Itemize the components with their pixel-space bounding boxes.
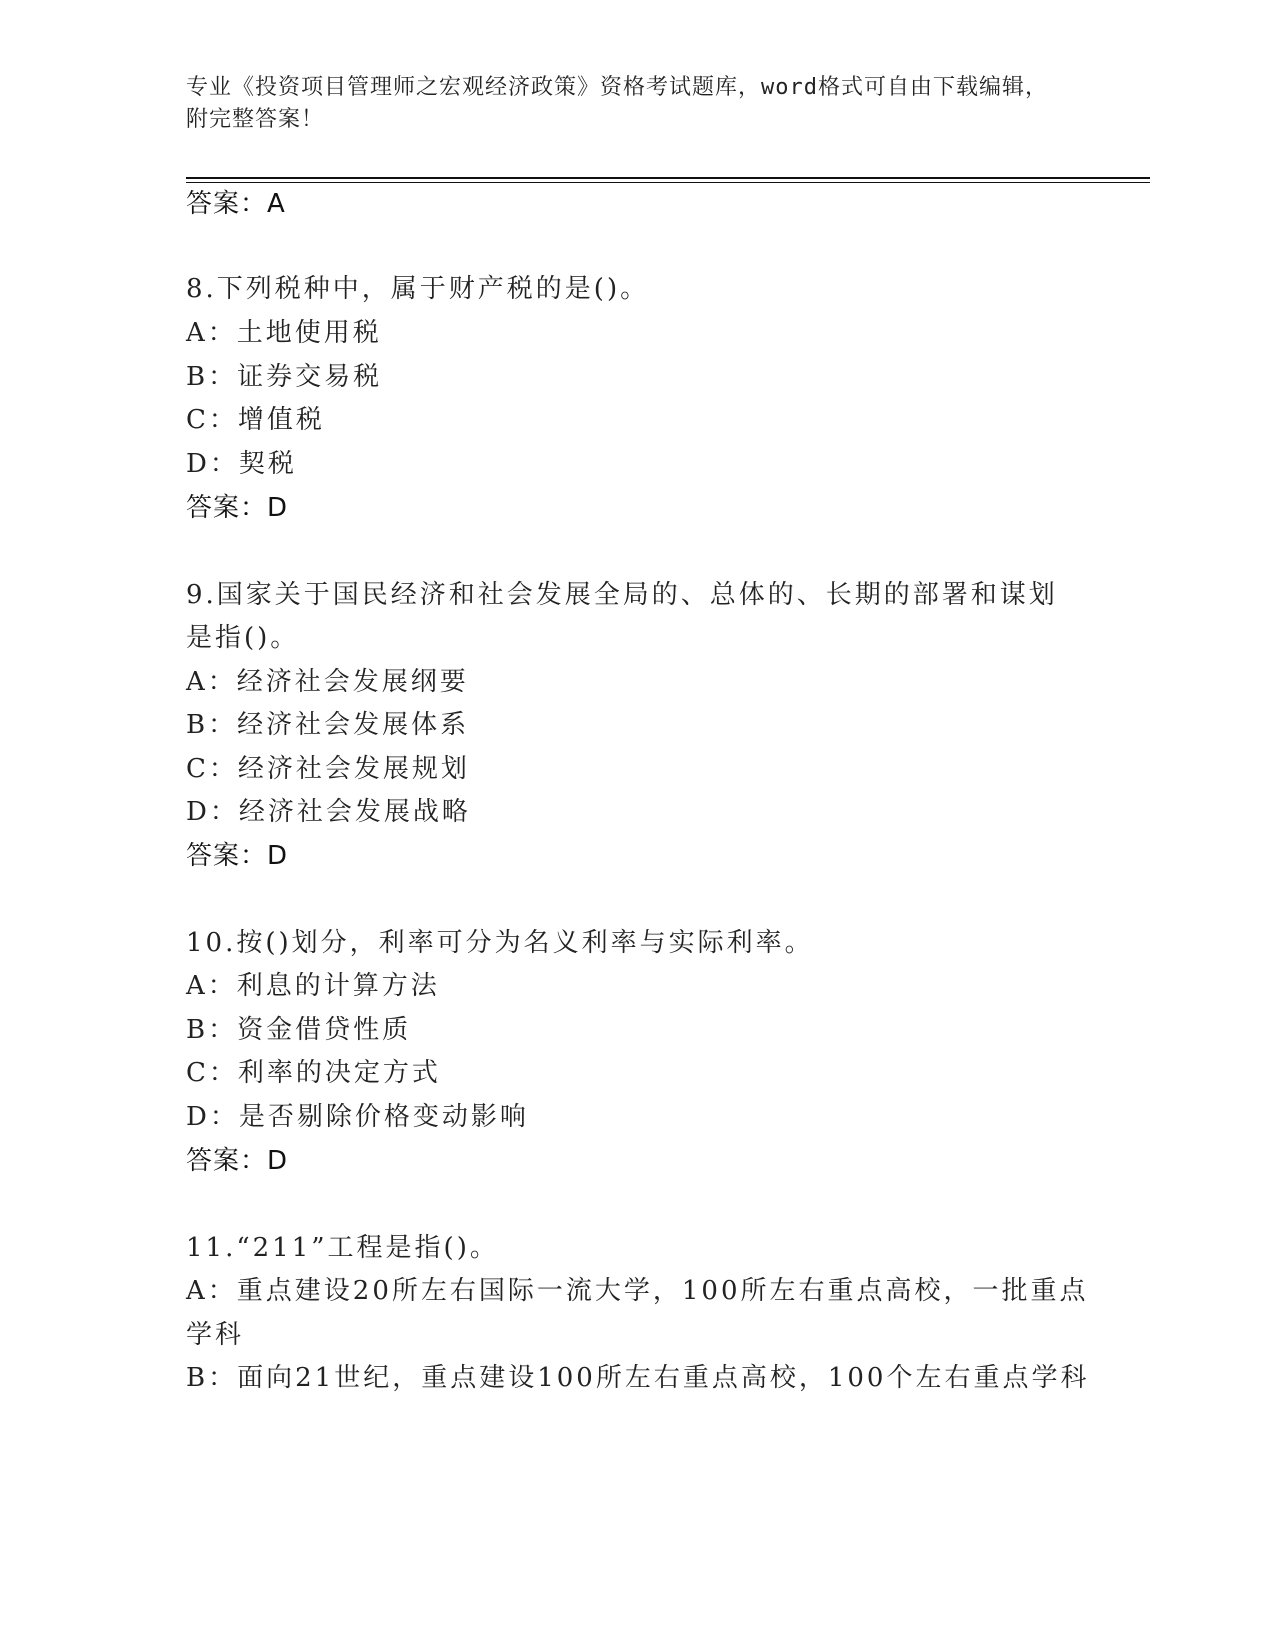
question-stem: 11.“211”工程是指()。 bbox=[186, 1233, 499, 1263]
option-d: D：经济社会发展战略 bbox=[186, 797, 471, 827]
question-stem-cont: 是指()。 bbox=[186, 623, 300, 653]
option-c: C：增值税 bbox=[186, 405, 325, 435]
option-b: B：资金借贷性质 bbox=[186, 1015, 412, 1045]
option-b: B：证券交易税 bbox=[186, 362, 383, 392]
question-stem: 10.按()划分，利率可分为名义利率与实际利率。 bbox=[186, 928, 814, 958]
option-a: A：重点建设20所左右国际一流大学，100所左右重点高校，一批重点 bbox=[186, 1276, 1089, 1306]
option-b: B：面向21世纪，重点建设100所左右重点高校，100个左右重点学科 bbox=[186, 1363, 1090, 1393]
question-stem: 9.国家关于国民经济和社会发展全局的、总体的、长期的部署和谋划 bbox=[186, 580, 1058, 610]
answer-line: 答案：D bbox=[186, 493, 289, 523]
answer-line: 答案：D bbox=[186, 841, 289, 871]
header-divider-thin bbox=[186, 182, 1150, 183]
header-divider bbox=[186, 177, 1150, 179]
option-a: A：经济社会发展纲要 bbox=[186, 667, 469, 697]
question-stem: 8.下列税种中，属于财产税的是()。 bbox=[186, 274, 650, 304]
option-a-cont: 学科 bbox=[186, 1320, 245, 1350]
answer-line: 答案：D bbox=[186, 1146, 289, 1176]
option-a: A：土地使用税 bbox=[186, 318, 382, 348]
option-d: D：是否剔除价格变动影响 bbox=[186, 1102, 529, 1132]
option-b: B：经济社会发展体系 bbox=[186, 710, 470, 740]
option-c: C：经济社会发展规划 bbox=[186, 754, 470, 784]
option-c: C：利率的决定方式 bbox=[186, 1058, 441, 1088]
answer-line: 答案：A bbox=[186, 189, 286, 219]
option-d: D：契税 bbox=[186, 449, 297, 479]
option-a: A：利息的计算方法 bbox=[186, 971, 440, 1001]
document-header: 专业《投资项目管理师之宏观经济政策》资格考试题库，word格式可自由下载编辑，附完整答案！ bbox=[186, 75, 1048, 132]
